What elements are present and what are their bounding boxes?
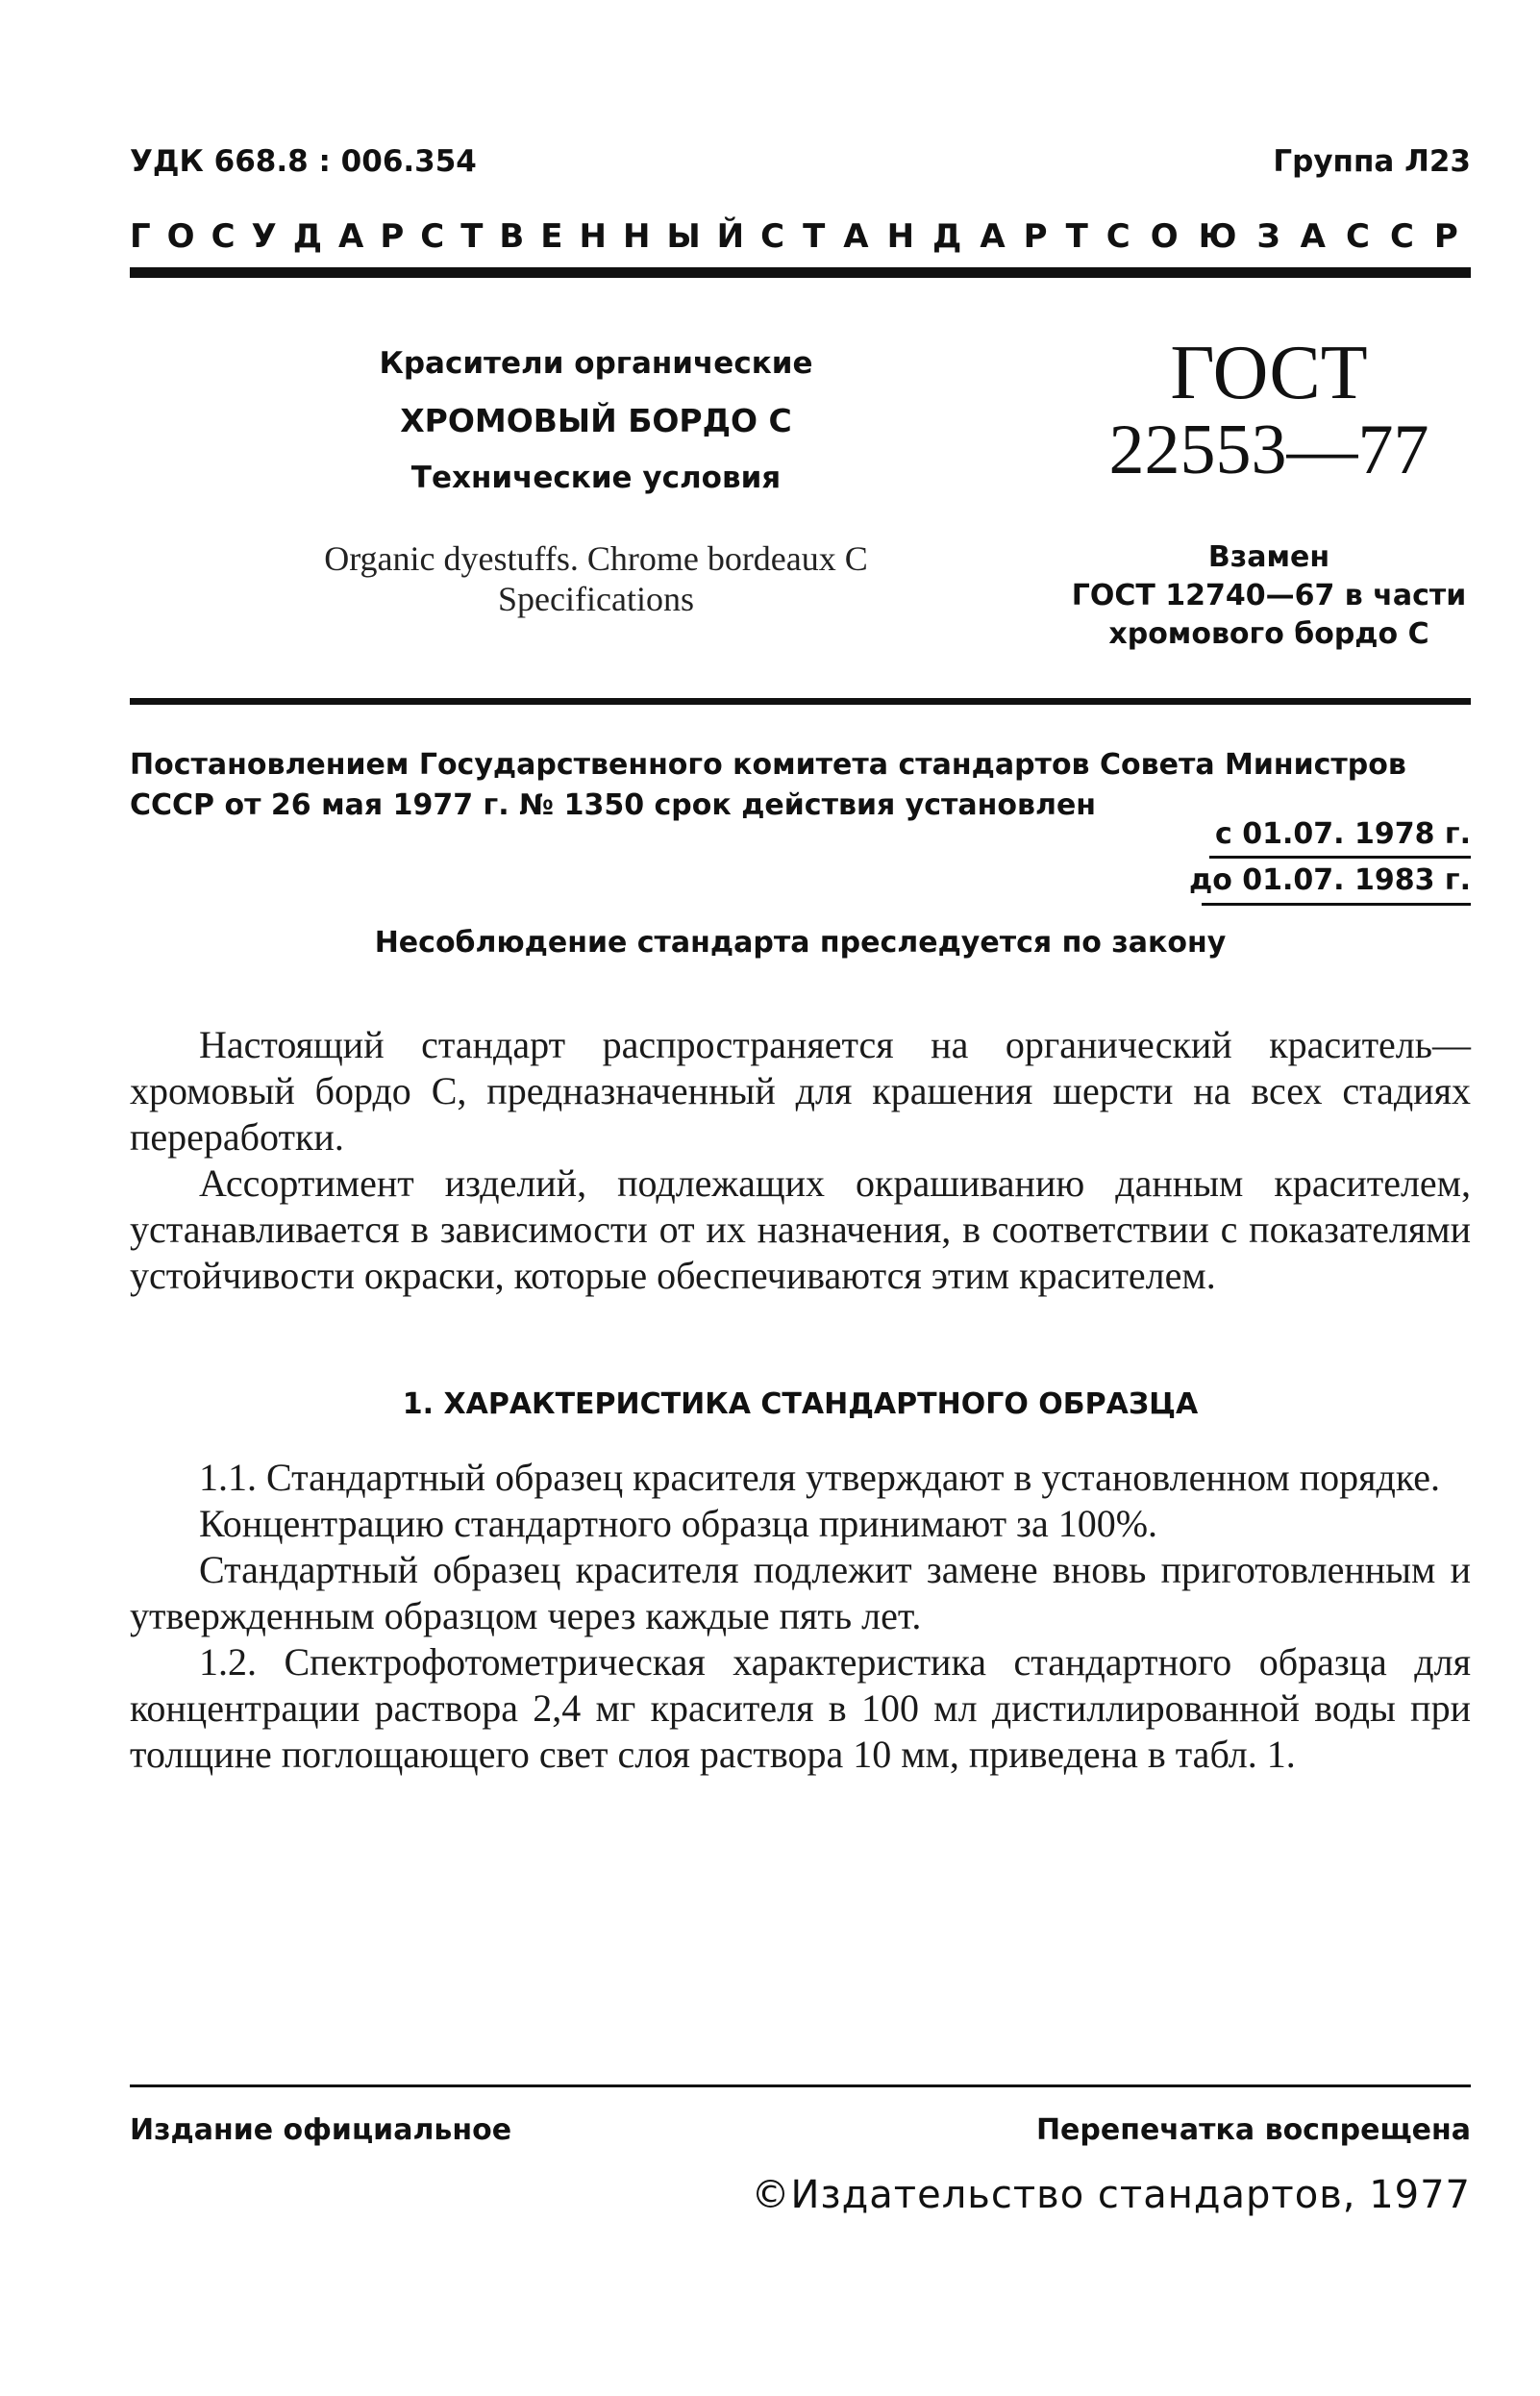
group-code: Группа Л23: [1273, 144, 1471, 179]
date-to-rule: [1202, 903, 1471, 906]
section-1-paragraph-3: Стандартный образец красителя подлежит замене вновь приготовленным и утвержденным образцом через каждые пять лет.: [130, 1548, 1471, 1637]
title-line-2: ХРОМОВЫЙ БОРДО С: [400, 402, 792, 439]
replace-line-2: ГОСТ 12740—67 в части: [1071, 579, 1467, 612]
english-title-line-1: Organic dyestuffs. Chrome bordeaux C: [324, 539, 868, 578]
gost-number: 22553—77: [1108, 411, 1429, 489]
date-from-rule: [1209, 856, 1471, 859]
copyright-line: ©Издательство стандартов, 1977: [751, 2173, 1471, 2217]
section-1-paragraph-4: 1.2. Спектрофотометрическая характеристика стандартного образца для концентрации раствора 2,4 мг красителя в 100 мл дистиллированной воды при толщине поглощающего свет слоя раствора 10 мм, приведена в табл. 1.: [130, 1640, 1471, 1776]
section-1-paragraph-2: Концентрацию стандартного образца принимают за 100%.: [199, 1502, 1158, 1545]
banner-word-2: СТАНДАРТ: [760, 217, 1106, 256]
banner-word-4: ССР: [1346, 217, 1478, 256]
gost-label: ГОСТ: [1170, 331, 1368, 415]
replace-line-1: Взамен: [1207, 540, 1330, 574]
header-rule: [130, 267, 1471, 278]
section-1-text: [130, 1455, 1471, 1778]
section-1-paragraph-1: 1.1. Стандартный образец красителя утверждают в установленном порядке.: [199, 1456, 1441, 1499]
replacement-note: [1057, 538, 1480, 654]
title-line-3: Технические условия: [410, 461, 782, 495]
replace-line-3: хромового бордо С: [1108, 617, 1429, 651]
intro-paragraph-2: Ассортимент изделий, подлежащих окрашиванию данным красителем, устанавливается в зависимости от их назначения, в соответствии с показателями устойчивости окраски, которые обеспечиваются этим красителем.: [130, 1161, 1471, 1297]
banner-word-3: СОЮЗА: [1105, 217, 1346, 256]
footer-rule: [130, 2084, 1471, 2087]
effective-from-date: с 01.07. 1978 г.: [1215, 817, 1471, 851]
state-standard-banner: [130, 217, 1478, 256]
effective-to-date: до 01.07. 1983 г.: [1188, 863, 1471, 897]
decree-text: Постановлением Государственного комитета стандартов Совета Министров СССР от 26 мая 1977 г. № 1350 срок действия установлен: [130, 748, 1406, 822]
english-title: [221, 538, 971, 619]
intro-paragraph-1: Настоящий стандарт распространяется на органический краситель—хромовый бордо С, предназначенный для крашения шерсти на всех стадиях переработки.: [130, 1023, 1471, 1159]
reprint-prohibited-label: Перепечатка воспрещена: [1035, 2113, 1471, 2147]
title-line-1: Красители органические: [379, 346, 813, 381]
title-bottom-rule: [130, 698, 1471, 705]
official-edition-label: Издание официальное: [130, 2113, 512, 2147]
title-block: [317, 346, 875, 495]
english-title-line-2: Specifications: [498, 580, 694, 618]
udk-code: УДК 668.8 : 006.354: [130, 144, 477, 179]
violation-notice: Несоблюдение стандарта преследуется по закону: [374, 926, 1227, 960]
intro-text: [130, 1022, 1471, 1299]
section-heading: 1. ХАРАКТЕРИСТИКА СТАНДАРТНОГО ОБРАЗЦА: [402, 1387, 1199, 1421]
banner-word-1: ГОСУДАРСТВЕННЫЙ: [130, 217, 761, 256]
